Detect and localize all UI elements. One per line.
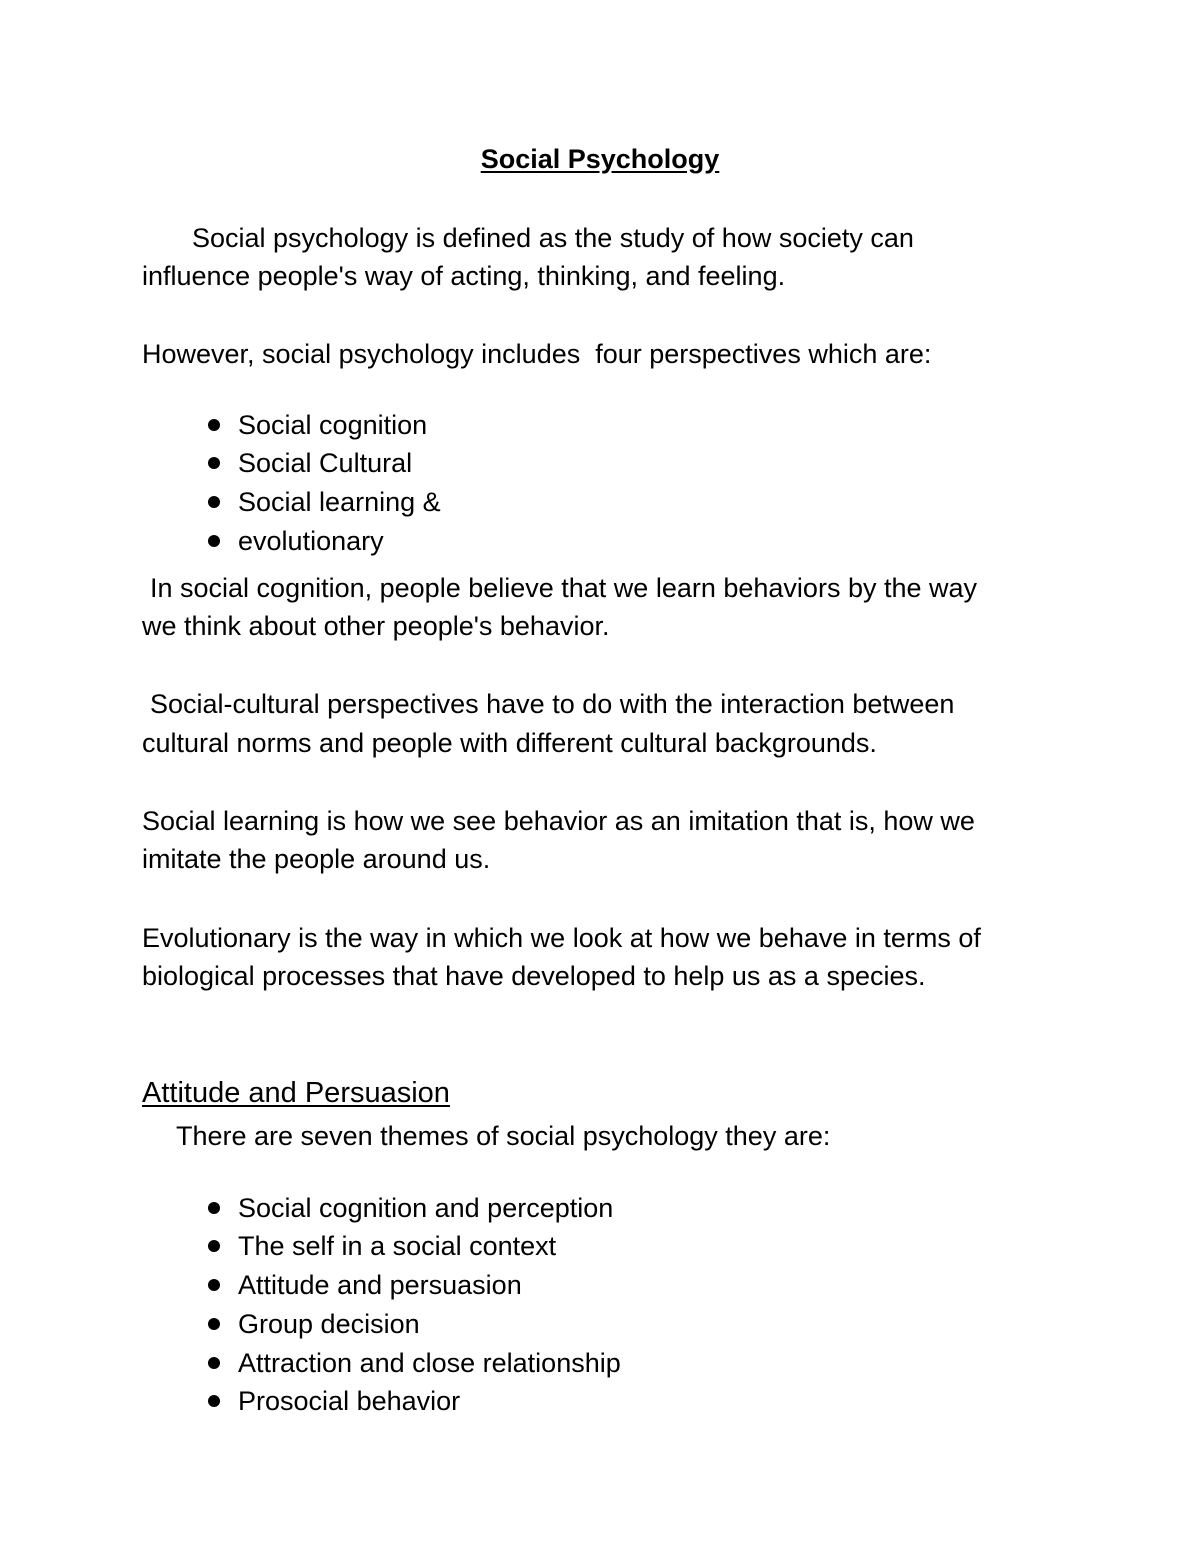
list-item-label: Attitude and persuasion bbox=[238, 1270, 522, 1300]
list-item-label: Social learning & bbox=[238, 487, 441, 517]
learning-line-2: imitate the people around us. bbox=[142, 844, 491, 874]
list-item-label: The self in a social context bbox=[238, 1231, 557, 1261]
list-item-label: Social cognition bbox=[238, 410, 428, 440]
intro-line-1: Social psychology is defined as the study of how society can bbox=[192, 223, 914, 253]
intro-line-2: influence people's way of acting, thinking, and feeling. bbox=[142, 261, 786, 291]
bullet-icon bbox=[208, 1395, 220, 1407]
document-title: Social Psychology bbox=[480, 144, 720, 174]
list-item-label: Group decision bbox=[238, 1309, 420, 1339]
evolutionary-line-1: Evolutionary is the way in which we look at how we behave in terms of bbox=[142, 923, 981, 953]
section-heading: Attitude and Persuasion bbox=[142, 1077, 450, 1109]
themes-intro: There are seven themes of social psychology they are: bbox=[176, 1121, 831, 1151]
cultural-line-2: cultural norms and people with different cultural backgrounds. bbox=[142, 728, 877, 758]
list-item-label: evolutionary bbox=[238, 526, 384, 556]
list-item-label: Social cognition and perception bbox=[238, 1193, 614, 1223]
learning-line-1: Social learning is how we see behavior as an imitation that is, how we bbox=[142, 806, 975, 836]
bullet-icon bbox=[208, 535, 220, 547]
perspectives-intro: However, social psychology includes four perspectives which are: bbox=[142, 339, 932, 369]
list-item-label: Social Cultural bbox=[238, 448, 413, 478]
list-item bbox=[178, 1353, 460, 1449]
cultural-line-1: Social-cultural perspectives have to do with the interaction between bbox=[150, 689, 955, 719]
list-item-label: Prosocial behavior bbox=[238, 1386, 461, 1416]
evolutionary-line-2: biological processes that have developed to help us as a species. bbox=[142, 961, 926, 991]
cognition-line-2: we think about other people's behavior. bbox=[142, 611, 610, 641]
cognition-line-1: In social cognition, people believe that we learn behaviors by the way bbox=[150, 573, 978, 603]
list-item-label: Attraction and close relationship bbox=[238, 1348, 621, 1378]
